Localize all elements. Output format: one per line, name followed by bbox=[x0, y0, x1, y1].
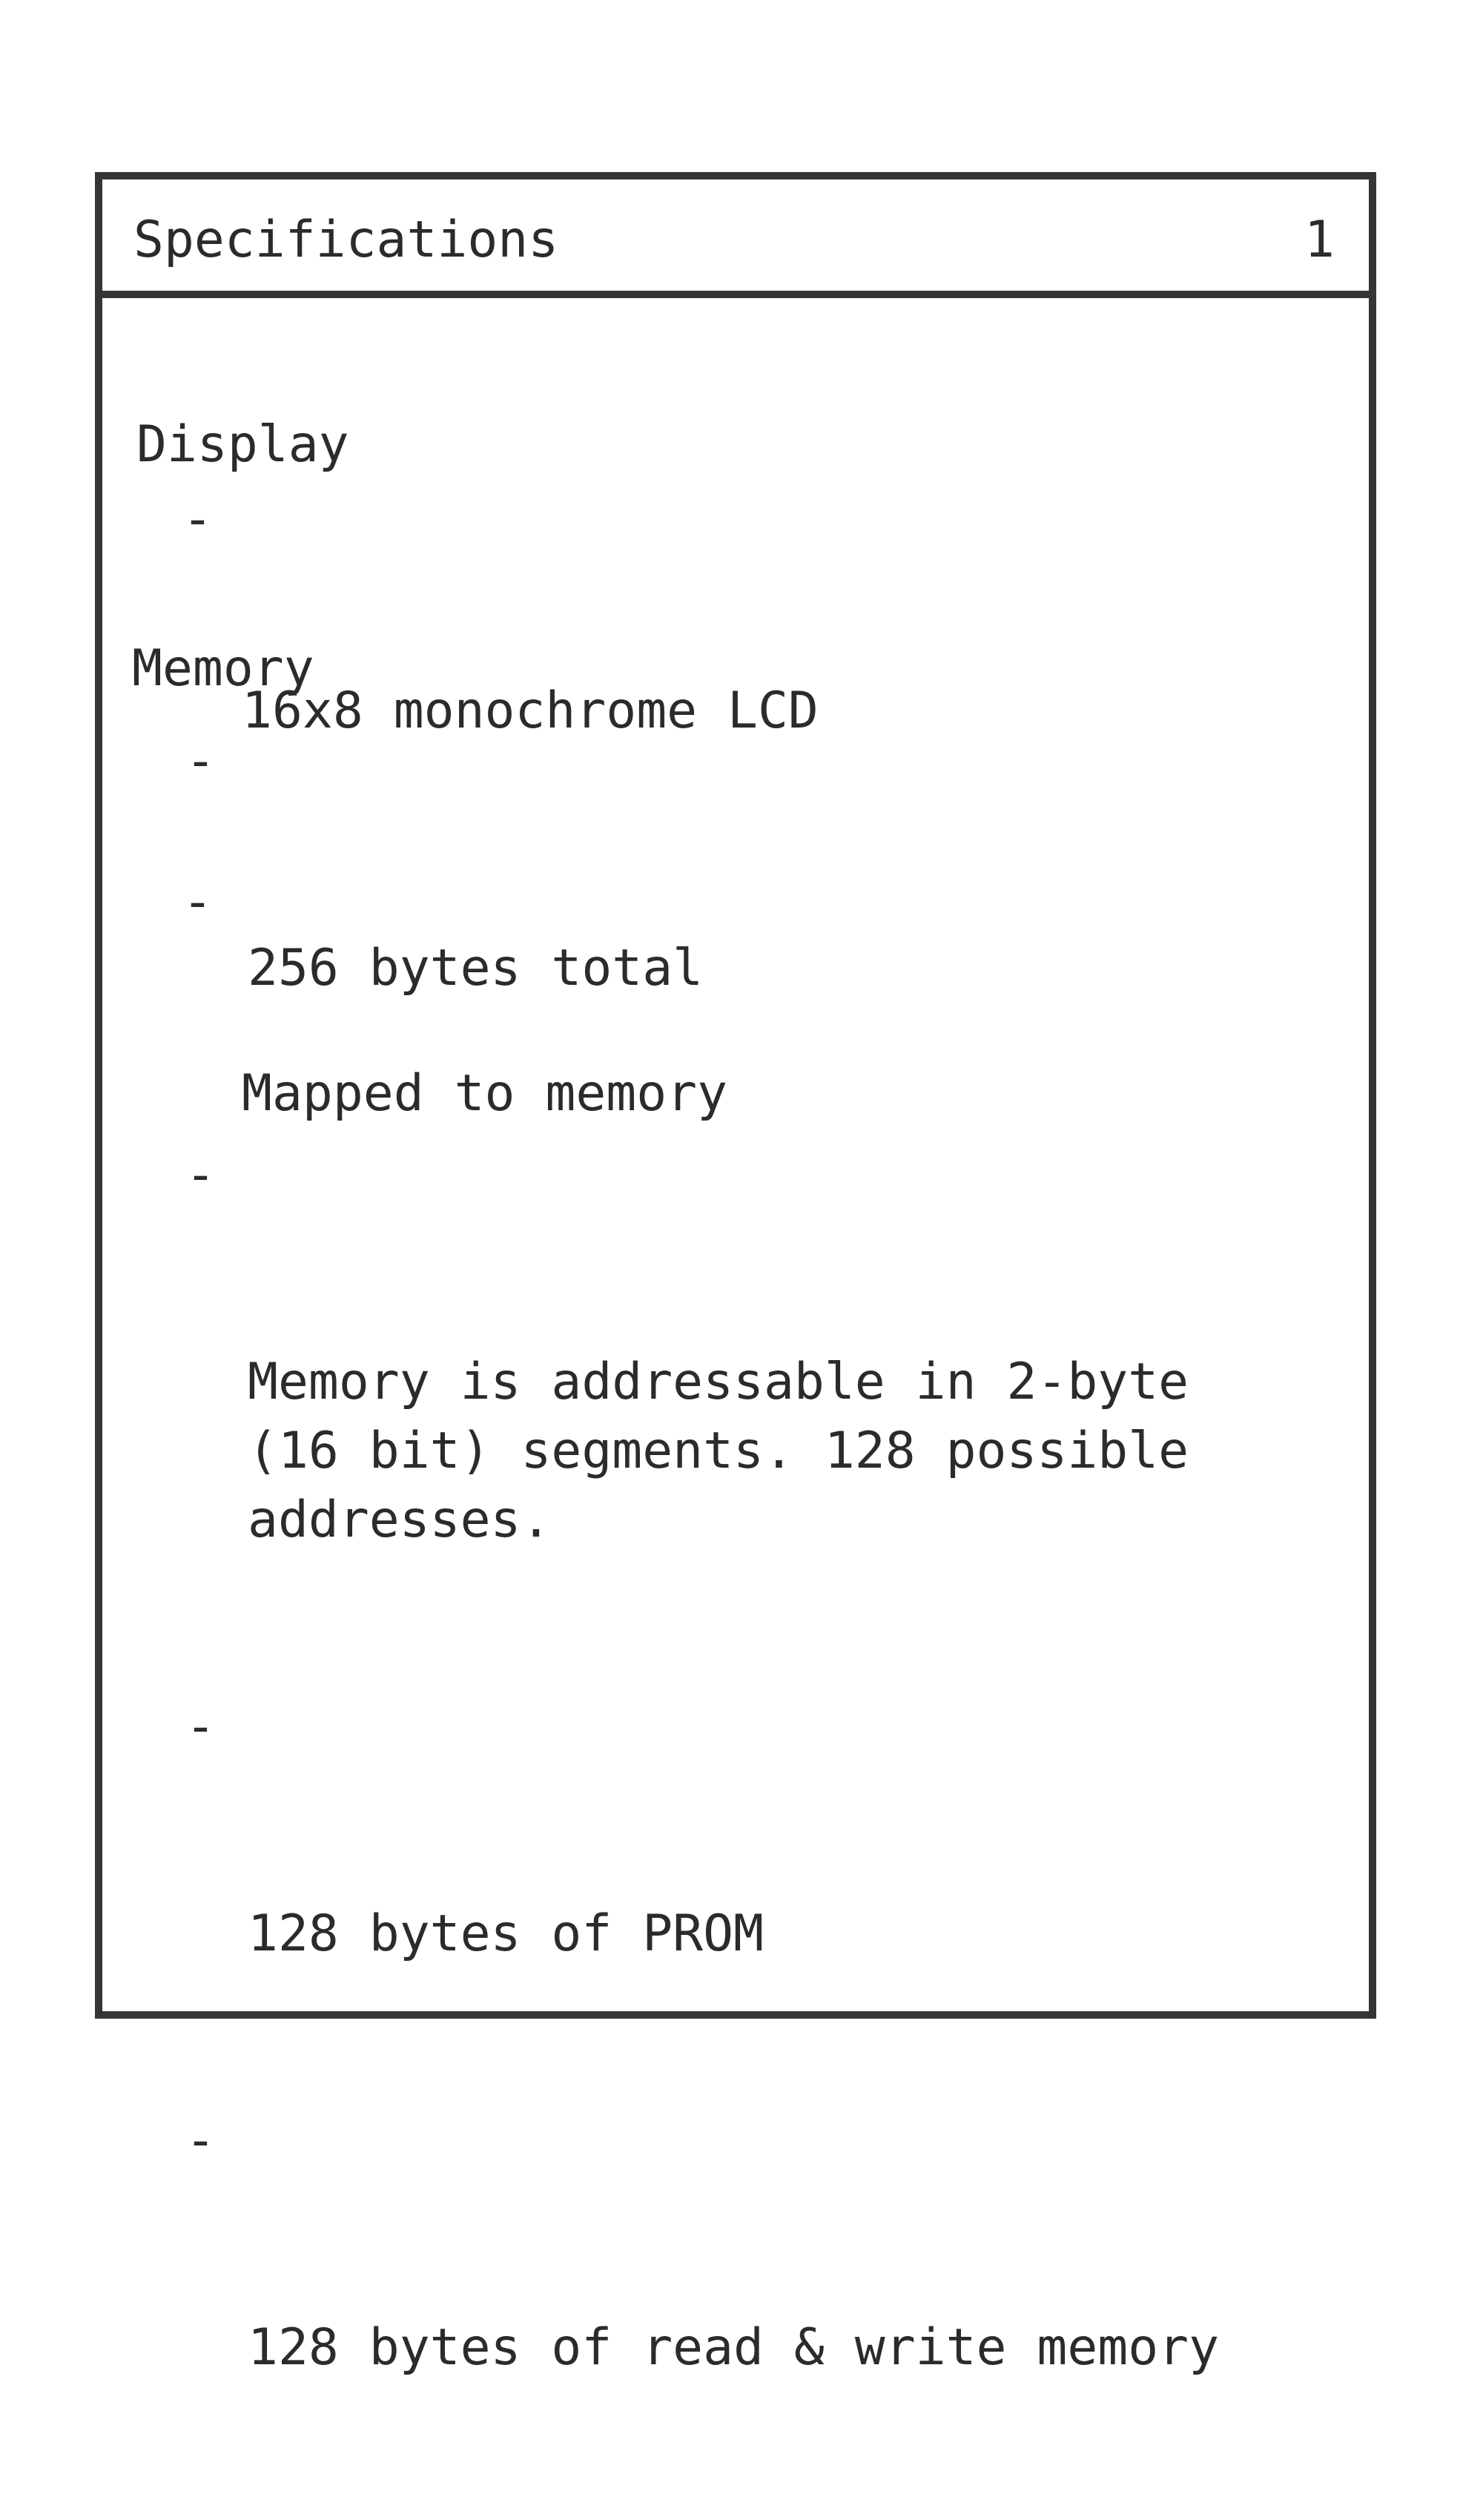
bullet-dash: - bbox=[185, 1698, 216, 1756]
card-header bbox=[102, 179, 1369, 298]
list-item bbox=[185, 1141, 1219, 1692]
list-item bbox=[185, 2106, 1219, 2520]
spec-card bbox=[95, 172, 1376, 2377]
card-number: 1 bbox=[1304, 211, 1335, 269]
list-item-text: 256 bytes total bbox=[248, 939, 704, 997]
card-title: Specifications bbox=[133, 211, 559, 269]
card-body bbox=[102, 298, 1369, 2377]
list-item-text: 16x8 monochrome LCD bbox=[242, 682, 819, 740]
memory-list bbox=[185, 727, 1219, 2520]
list-item-text: 128 bytes of read & write memory bbox=[248, 2318, 1220, 2377]
list-item-text: 128 bytes of PROM bbox=[248, 1904, 764, 1963]
bullet-dash: - bbox=[185, 1146, 216, 1204]
list-item bbox=[185, 727, 1219, 1141]
list-item-text: Memory is addressable in 2-byte (16 bit) segments. 128 possible addresses. bbox=[248, 1353, 1189, 1549]
list-item-text: Mapped to memory bbox=[242, 1064, 728, 1123]
bullet-dash: - bbox=[185, 2111, 216, 2170]
section-heading-memory: Memory bbox=[132, 639, 314, 698]
list-item bbox=[185, 1692, 1219, 2106]
bullet-dash: - bbox=[182, 873, 213, 931]
bullet-dash: - bbox=[182, 490, 213, 549]
section-heading-display: Display bbox=[136, 415, 349, 474]
bullet-dash: - bbox=[185, 732, 216, 791]
